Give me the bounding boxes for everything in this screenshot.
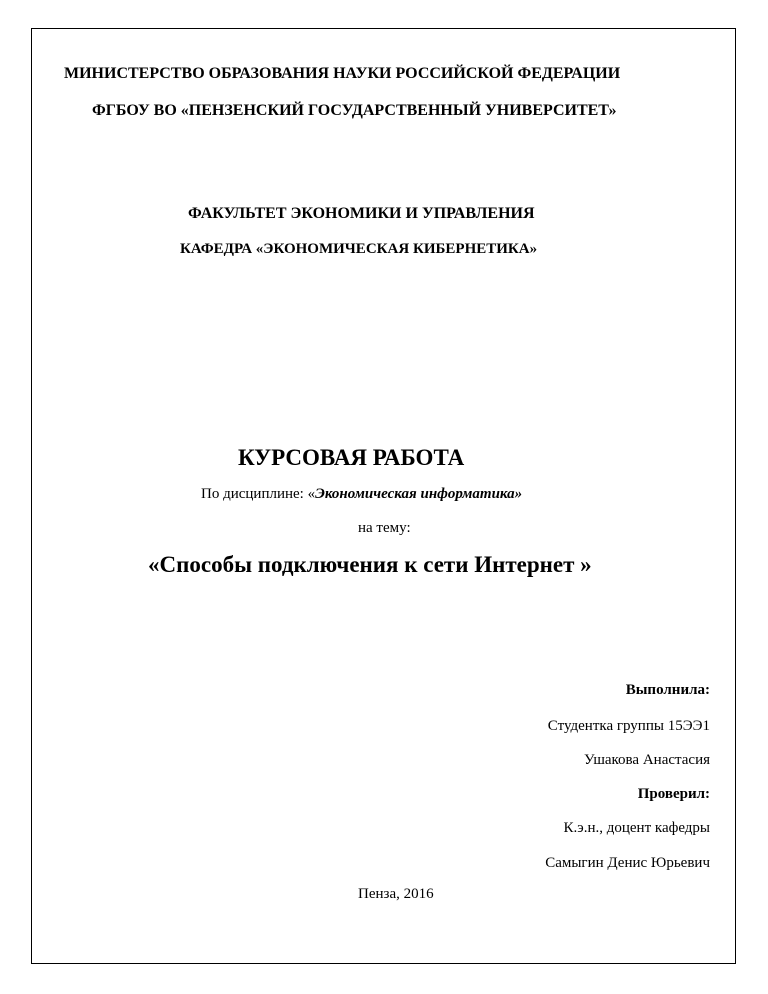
city-year: Пенза, 2016	[358, 886, 434, 902]
discipline-name: Экономическая информатика»	[315, 486, 523, 502]
department-heading: КАФЕДРА «ЭКОНОМИЧЕСКАЯ КИБЕРНЕТИКА»	[180, 241, 538, 257]
checker-position: К.э.н., доцент кафедры	[563, 820, 710, 836]
discipline-line	[201, 487, 522, 502]
discipline-prefix: По дисциплине: «	[201, 486, 316, 502]
faculty-heading: ФАКУЛЬТЕТ ЭКОНОМИКИ И УПРАВЛЕНИЯ	[188, 205, 535, 222]
performer-label: Выполнила:	[625, 682, 710, 698]
checker-label: Проверил:	[637, 786, 710, 802]
ministry-heading: МИНИСТЕРСТВО ОБРАЗОВАНИЯ НАУКИ РОССИЙСКОЙ ФЕДЕРАЦИИ	[64, 65, 621, 82]
university-heading: ФГБОУ ВО «ПЕНЗЕНСКИЙ ГОСУДАРСТВЕННЫЙ УНИВЕРСИТЕТ»	[92, 102, 617, 119]
performer-name: Ушакова Анастасия	[584, 752, 710, 768]
work-title: КУРСОВАЯ РАБОТА	[238, 445, 465, 470]
topic-label: на тему:	[358, 520, 411, 536]
topic-title: «Способы подключения к сети Интернет »	[148, 552, 592, 577]
performer-group: Студентка группы 15ЭЭ1	[547, 718, 710, 734]
checker-name: Самыгин Денис Юрьевич	[545, 855, 710, 871]
